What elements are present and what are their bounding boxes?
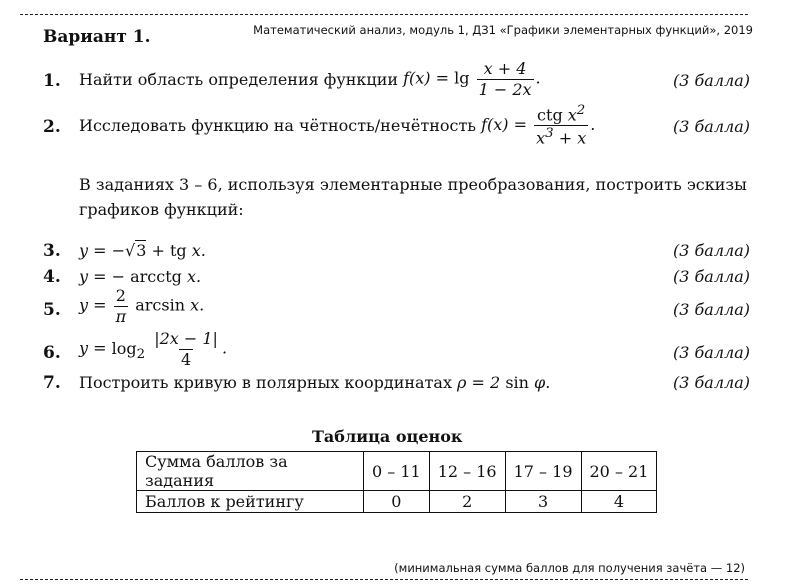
task-5-points: (3 балла): [673, 300, 750, 319]
course-header: Математический анализ, модуль 1, ДЗ1 «Графики элементарных функций», 2019: [253, 23, 753, 37]
range-cell: 0 – 11: [364, 452, 430, 491]
task-2-label: Исследовать функцию на чётность/нечётность: [79, 115, 477, 135]
table-title: Таблица оценок: [312, 427, 463, 446]
task-1-text: [79, 60, 541, 98]
range-cell: 17 – 19: [505, 452, 581, 491]
task-3-points: (3 балла): [673, 241, 750, 260]
task-2-formula: f(x) = $\frac{ctg x^2}{x^3 + x}$ .: [476, 103, 596, 148]
score-cell: 2: [429, 491, 505, 513]
row-label-sum: Сумма баллов за задания: [137, 452, 364, 491]
task-4-formula: y = − arcctg x.: [79, 267, 202, 286]
task-2-text: [79, 104, 595, 147]
task-6-number: 6.: [43, 343, 61, 363]
row-label-score: Баллов к рейтингу: [137, 491, 364, 513]
range-cell: 12 – 16: [429, 452, 505, 491]
range-cell: 20 – 21: [581, 452, 657, 491]
score-cell: 4: [581, 491, 657, 513]
table-row: [137, 491, 657, 513]
task-1-points: (3 балла): [673, 71, 750, 90]
table-row: [137, 452, 657, 491]
task-4-number: 4.: [43, 267, 61, 287]
score-cell: 0: [364, 491, 430, 513]
grades-table: [136, 451, 657, 513]
task-7-formula: ρ = 2 sin φ.: [451, 373, 551, 392]
task-7-label: Построить кривую в полярных координатах: [79, 373, 452, 392]
task-1-number: 1.: [43, 71, 61, 91]
task-7-text: [79, 373, 550, 392]
bottom-dashed-line: [20, 579, 748, 580]
task-5-formula: y = $\frac{2}{\pi}$ arcsin x.: [79, 286, 205, 326]
task-7-points: (3 балла): [673, 373, 750, 392]
task-1-formula: f(x) = lg $\frac{x + 4}{1 - 2x}$ .: [398, 59, 541, 99]
task-1-label: Найти область определения функции: [79, 69, 399, 89]
footnote: (минимальная сумма баллов для получения зачёта — 12): [394, 561, 745, 575]
task-2-points: (3 балла): [673, 117, 750, 136]
task-2-number: 2.: [43, 117, 61, 137]
task-4-points: (3 балла): [673, 267, 750, 286]
task-6-formula: $y = \log_2$ $\frac{|2x - 1|}{4}$ .: [79, 329, 228, 369]
task-3-formula: y = −√3 + tg x.: [79, 241, 206, 260]
task-7-number: 7.: [43, 373, 61, 393]
task-3-number: 3.: [43, 241, 61, 261]
variant-title: Вариант 1.: [43, 27, 151, 47]
score-cell: 3: [505, 491, 581, 513]
top-dashed-line: [20, 14, 748, 15]
instruction-text: В заданиях 3 – 6, используя элементарные преобразования, построить эскизы графиков функций:: [79, 175, 747, 219]
task-6-points: (3 балла): [673, 343, 750, 362]
task-5-number: 5.: [43, 300, 61, 320]
